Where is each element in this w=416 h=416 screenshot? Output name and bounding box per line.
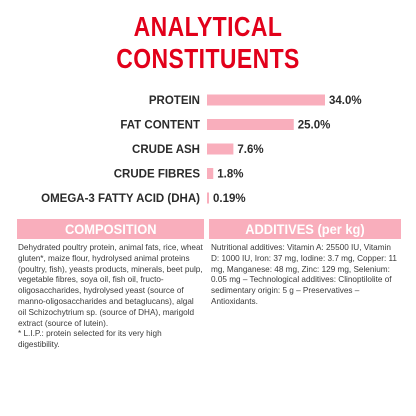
additives-header [209, 219, 401, 239]
category-label: OMEGA-3 FATTY ACID (DHA) [41, 193, 200, 205]
composition-header-label: COMPOSITION [64, 221, 157, 237]
analytical-constituents-chart [0, 84, 416, 214]
value-label: 7.6% [237, 144, 264, 156]
additives-text [211, 243, 401, 308]
composition-body: Dehydrated poultry protein, animal fats, rice, wheat gluten*, maize flour, hydrolysed animal proteins (poultry, fish), yeasts products, minerals, beet pulp, vegetable fibres, soya oil, fish oil, fructo-oligosaccharides, hydrolysed yeast (source of manno-oligosaccharides and betaglucans), algal oil Schizochytrium sp. (source of DHA), marigold extract (source of lutein). [18, 243, 203, 328]
category-label: CRUDE ASH [132, 144, 200, 156]
value-label: 1.8% [217, 168, 244, 181]
value-label: 25.0% [297, 119, 331, 132]
value-label: 34.0% [329, 95, 362, 107]
bar [207, 168, 213, 179]
value-label: 0.19% [213, 193, 246, 205]
title-line-2: CONSTITUENTS [116, 43, 300, 74]
additives-body: Nutritional additives: Vitamin A: 25500 IU, Vitamin D: 1000 IU, Iron: 37 mg, Iodine: 3.7 mg, Copper: 11 mg, Manganese: 48 mg, Zinc: 129 mg, Selenium: 0.05 mg – Technological additives: Clinoptilolite of sedimentary origin: 5 g – Preservatives – Antioxidants. [211, 243, 397, 306]
category-label: FAT CONTENT [120, 119, 200, 132]
category-label: PROTEIN [148, 95, 200, 107]
composition-header [17, 219, 204, 239]
additives-header-label: ADDITIVES (per kg) [245, 221, 365, 237]
bar [207, 193, 209, 204]
bar [207, 95, 325, 106]
bar [207, 144, 233, 155]
composition-text [18, 243, 204, 351]
category-label: CRUDE FIBRES [113, 168, 200, 181]
composition-footnote: * L.I.P.: protein selected for its very high digestibility. [18, 329, 162, 350]
title-line-1: ANALYTICAL [133, 11, 283, 42]
bar [207, 119, 294, 130]
